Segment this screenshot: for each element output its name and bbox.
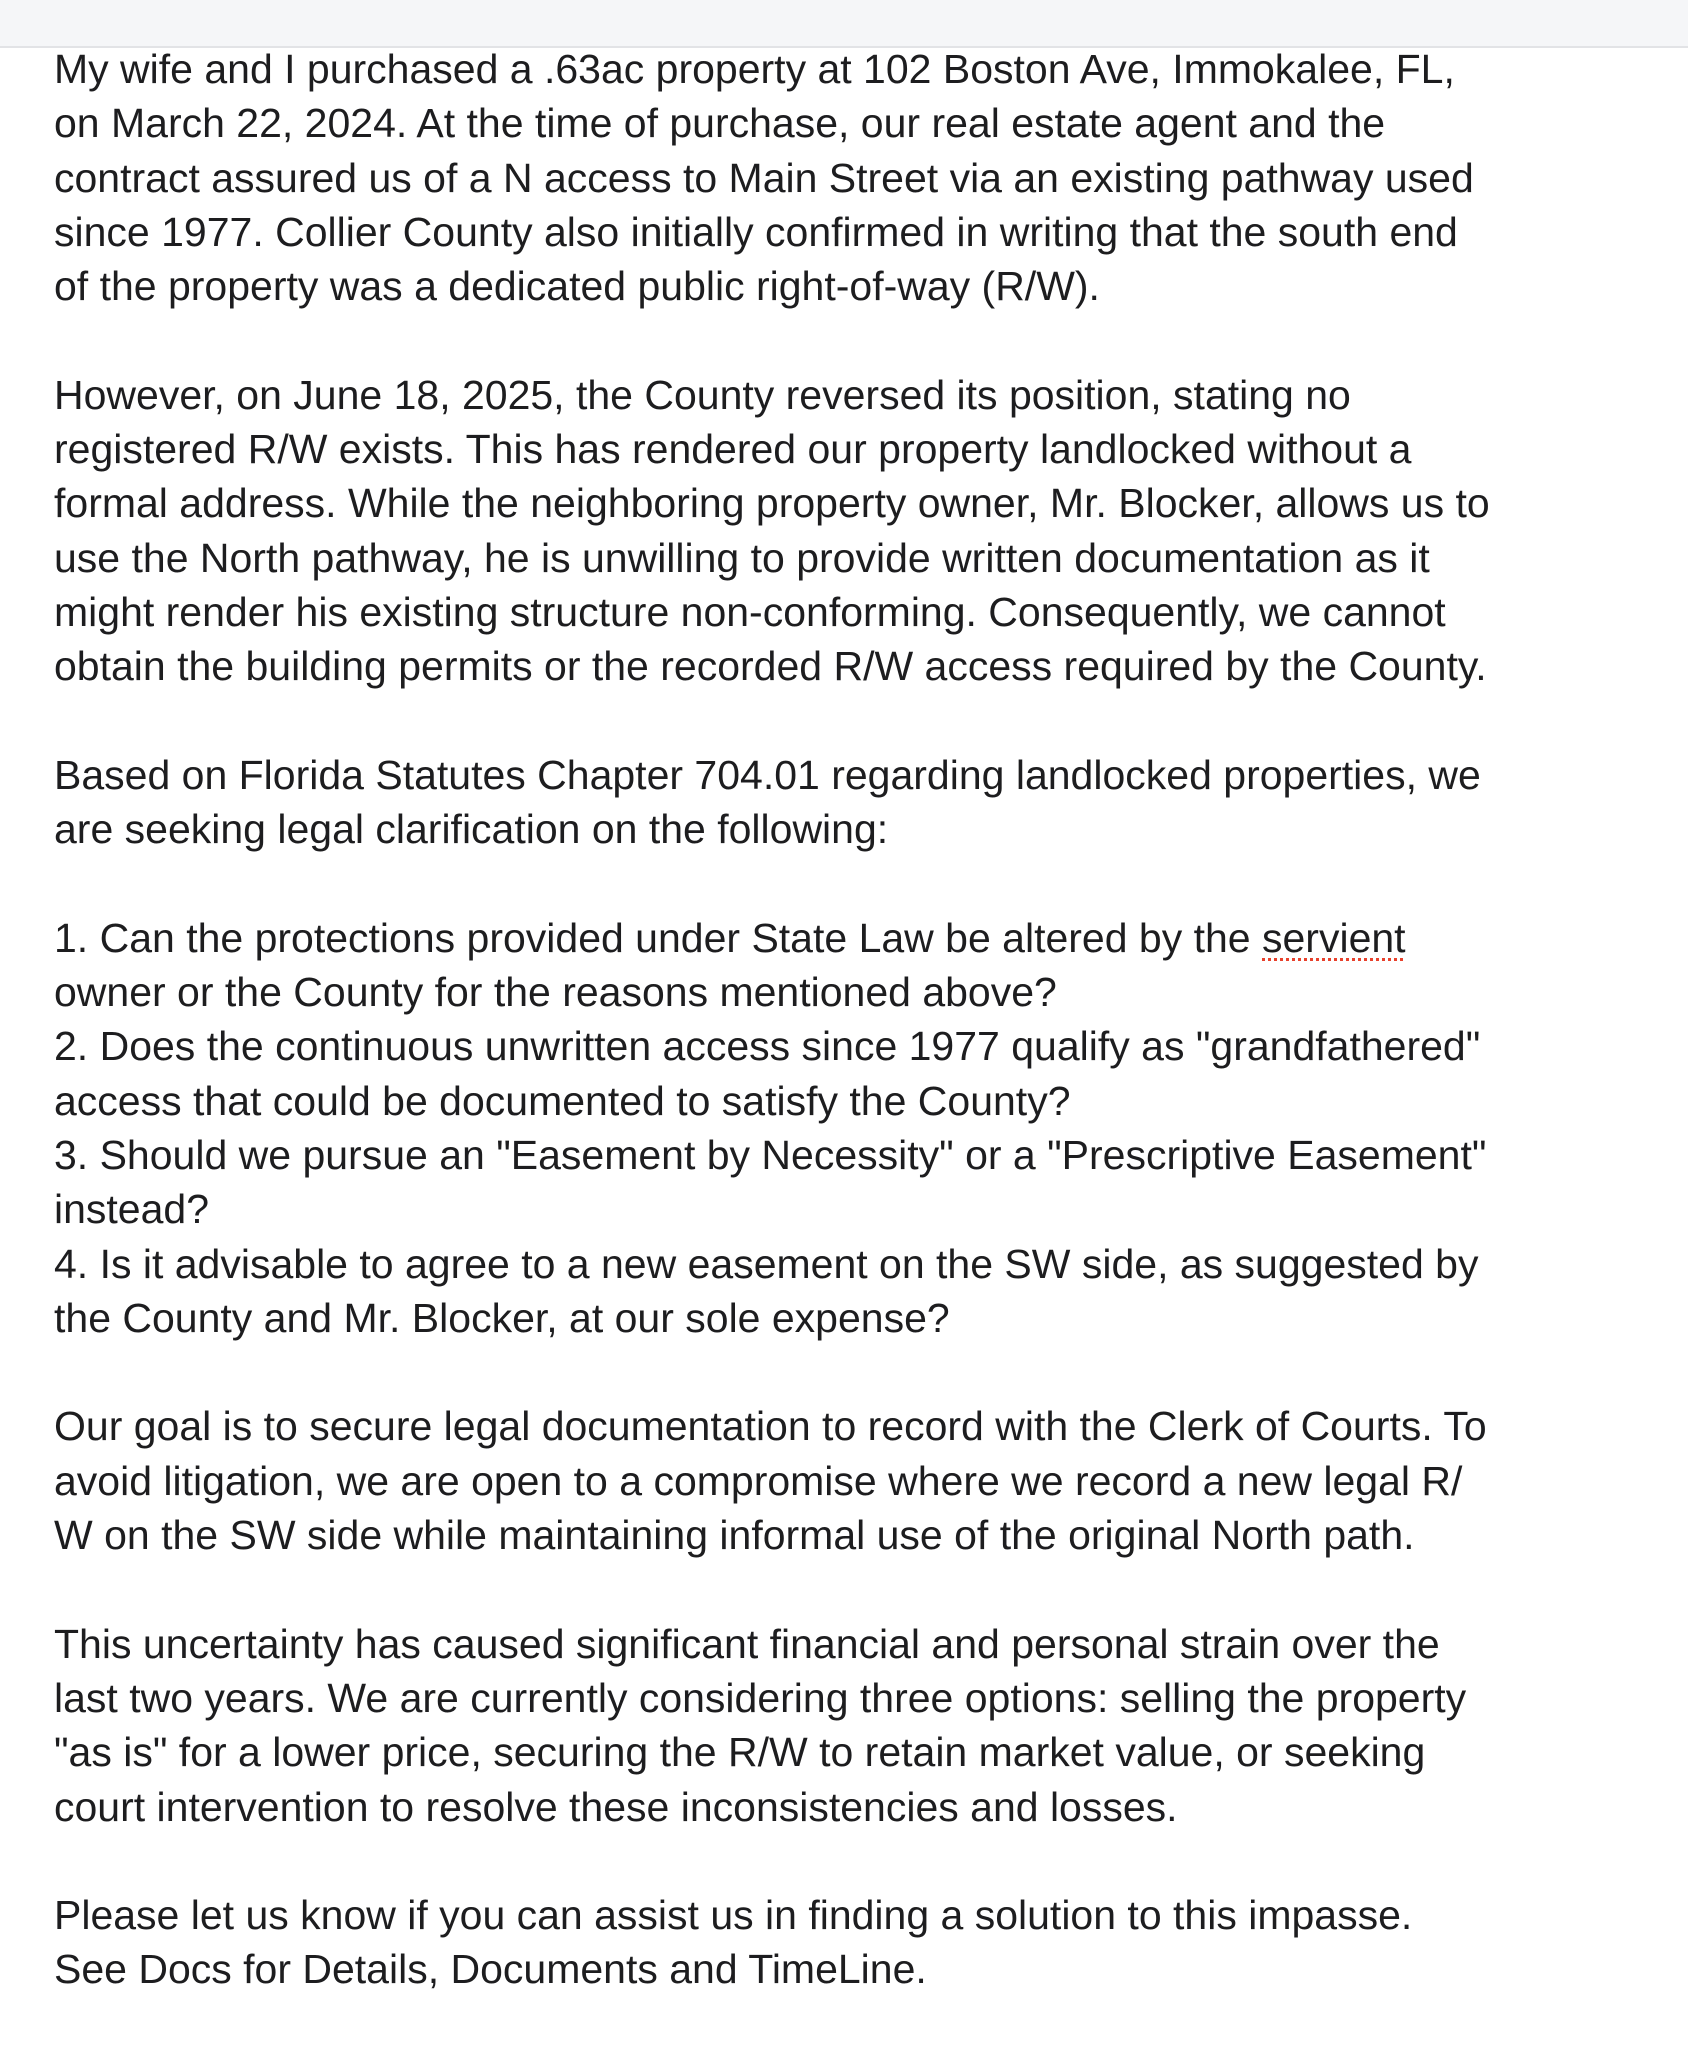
text-line: registered R/W exists. This has rendered our property landlocked without a bbox=[54, 426, 1412, 473]
text-line: since 1977. Collier County also initially confirmed in writing that the south end bbox=[54, 208, 1458, 255]
text-line: avoid litigation, we are open to a compromise where we record a new legal R/ bbox=[54, 1457, 1463, 1504]
text-line: instead? bbox=[54, 1186, 210, 1233]
text-line: obtain the building permits or the recorded R/W access required by the County. bbox=[54, 643, 1487, 690]
paragraph bbox=[54, 748, 1674, 857]
misspelled-word[interactable]: servient bbox=[1262, 914, 1406, 961]
text-line: might render his existing structure non-conforming. Consequently, we cannot bbox=[54, 588, 1446, 635]
text-line: Our goal is to secure legal documentation to record with the Clerk of Courts. To bbox=[54, 1403, 1487, 1450]
text-line: last two years. We are currently considering three options: selling the property bbox=[54, 1674, 1467, 1721]
text-line: However, on June 18, 2025, the County reversed its position, stating no bbox=[54, 371, 1351, 418]
paragraph bbox=[54, 42, 1674, 313]
text-line: of the property was a dedicated public right-of-way (R/W). bbox=[54, 263, 1100, 310]
top-toolbar bbox=[0, 0, 1688, 48]
text-segment: 1. Can the protections provided under State Law be altered by the bbox=[54, 914, 1262, 961]
paragraph bbox=[54, 368, 1674, 694]
text-line: Please let us know if you can assist us in finding a solution to this impasse. bbox=[54, 1892, 1413, 1939]
text-line: My wife and I purchased a .63ac property at 102 Boston Ave, Immokalee, FL, bbox=[54, 46, 1455, 92]
text-line bbox=[54, 911, 1674, 965]
paragraph bbox=[54, 1617, 1674, 1834]
text-line: the County and Mr. Blocker, at our sole expense? bbox=[54, 1294, 950, 1341]
text-line: 4. Is it advisable to agree to a new easement on the SW side, as suggested by bbox=[54, 1240, 1479, 1287]
text-line: Based on Florida Statutes Chapter 704.01 regarding landlocked properties, we bbox=[54, 751, 1481, 798]
text-line: "as is" for a lower price, securing the R/W to retain market value, or seeking bbox=[54, 1729, 1426, 1776]
text-line: are seeking legal clarification on the following: bbox=[54, 806, 889, 853]
text-line: owner or the County for the reasons mentioned above? bbox=[54, 969, 1057, 1016]
text-line: court intervention to resolve these inconsistencies and losses. bbox=[54, 1783, 1178, 1830]
text-line: on March 22, 2024. At the time of purchase, our real estate agent and the bbox=[54, 100, 1386, 147]
text-line: formal address. While the neighboring property owner, Mr. Blocker, allows us to bbox=[54, 480, 1490, 527]
paragraph bbox=[54, 1888, 1674, 1997]
paragraph bbox=[54, 911, 1674, 1345]
text-line: access that could be documented to satisfy the County? bbox=[54, 1077, 1071, 1124]
text-line: contract assured us of a N access to Main Street via an existing pathway used bbox=[54, 154, 1474, 201]
text-line: 3. Should we pursue an "Easement by Necessity" or a "Prescriptive Easement" bbox=[54, 1131, 1487, 1178]
text-line: use the North pathway, he is unwilling to provide written documentation as it bbox=[54, 534, 1430, 581]
text-line: 2. Does the continuous unwritten access since 1977 qualify as "grandfathered" bbox=[54, 1023, 1481, 1070]
text-line: W on the SW side while maintaining informal use of the original North path. bbox=[54, 1512, 1415, 1559]
text-line: This uncertainty has caused significant financial and personal strain over the bbox=[54, 1620, 1440, 1667]
text-line: See Docs for Details, Documents and TimeLine. bbox=[54, 1946, 927, 1993]
paragraph bbox=[54, 1399, 1674, 1562]
message-body[interactable] bbox=[54, 42, 1674, 2051]
